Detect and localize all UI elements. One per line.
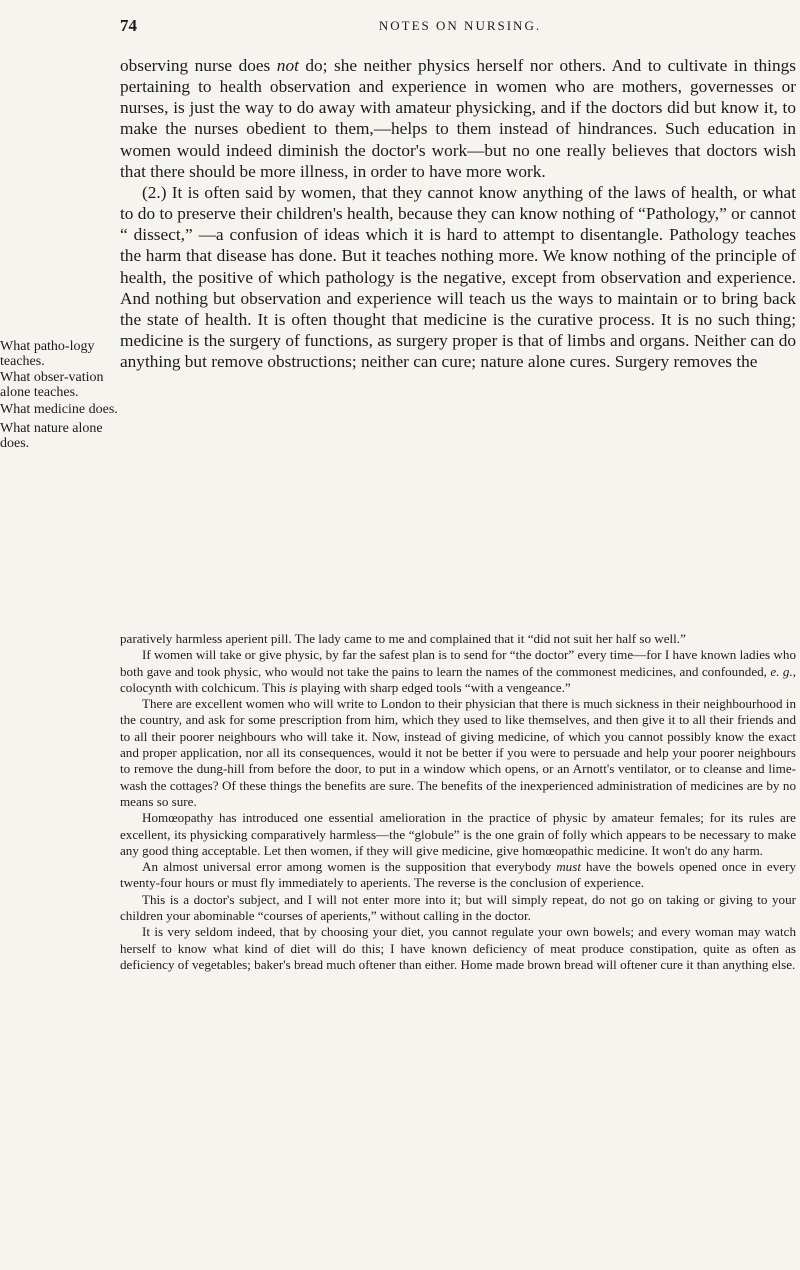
footnote-para-physic: If women will take or give physic, by far the safest plan is to send for “the doctor” every time—for I have known ladies who both gave and took physic, who would not take the pains to learn the names of the commonest medicines, and confounded, e. g., colocynth with colchicum. This is playing with sharp edged tools “with a vengeance.” [120,647,796,695]
main-text [120,55,796,372]
footnote [120,631,796,973]
page-number: 74 [120,16,137,35]
footnote-para-diet: It is very seldom indeed, that by choosing your diet, you cannot regulate your own bowels; and every woman may watch herself to know what kind of diet will do this; I have known deficiency of meat produce constipation, quite as often as deficiency of vegetables; baker's bread much oftener than either. Home made brown bread will oftener cure it than anything else. [120,924,796,972]
footnote-para-doctor: This is a doctor's subject, and I will not enter more into it; but will simply repeat, do not go on taking or giving to your children your abominable “courses of aperients,” without calling in the doctor. [120,891,796,924]
footnote-para-neighbours: There are excellent women who will write to London to their physician that there is much sickness in their neighbourhood in the country, and ask for some prescription from him, which they used to like themselves, and then give it to all their friends and to all their poorer neighbours who will take it. Now, instead of giving medicine, of which you cannot possibly know the exact and proper application, nor all its consequences, would it not be better if you were to persuade and help your poorer neighbours to remove the dung-hill from before the door, to put in a window which opens, or an Arnott's ventilator, or to cleanse and lime-wash the cottages? Of these things the benefits are sure. The benefits of the inexperienced administration of medicines are by no means so sure. [120,696,796,809]
running-head: NOTES ON NURSING. [378,18,542,33]
paragraph-continuation: observing nurse does not do; she neither physics herself nor others. And to cultivate in things pertaining to health observation and experience in women who are mothers, governesses or nurses, is just the way to do away with amateur physicking, and if the doctors did but know it, to make the nurses obedient to them,—helps to them instead of hindrances. Such education in women would indeed diminish the doctor's work—but no one really believes that doctors wish that there should be more illness, in order to have more work. [120,56,796,181]
footnote-para-homoeopathy: Homœopathy has introduced one essential amelioration in the practice of physic by amateur females; for its rules are excellent, its physicking comparatively harmless—the “globule” is the one grain of folly which appears to be necessary to make any good thing acceptable. Let then women, if they will give medicine, give homœopathic medicine. It won't do any harm. [120,810,796,858]
margin-note-nature: What nature alone does. [0,421,103,451]
emphasis-not: not [276,56,299,75]
footnote-para-bowels: An almost universal error among women is the supposition that everybody must have the bowels opened once in every twenty-four hours or must fly immediately to aperients. The reverse is the conclusion of experience. [120,859,796,891]
page-header [120,16,800,46]
footnote-continuation: paratively harmless aperient pill. The lady came to me and complained that it “did not suit her half so well.” [120,631,686,646]
paragraph-2: (2.) It is often said by women, that they cannot know anything of the laws of health, or what to do to preserve their children's health, because they can know nothing of “Pathology,” or cannot “ dissect,” —a confusion of ideas which it is hard to attempt to disentangle. Pathology teaches the harm that disease has done. But it teaches nothing more. We know nothing of the principle of health, the positive of which pathology is the negative, except from observation and experience. And nothing but observation and experience will teach us the ways to maintain or to bring back the state of health. It is often thought that medicine is the curative process. It is no such thing; medicine is the surgery of functions, as surgery proper is that of limbs and organs. Neither can do anything but remove obstructions; neither can cure; nature alone cures. Surgery removes the [120,182,796,372]
margin-note-pathology: What patho-logy teaches. [0,339,95,369]
margin-note-observation: What obser-vation alone teaches. [0,370,104,400]
margin-note-medicine: What medicine does. [0,402,118,417]
